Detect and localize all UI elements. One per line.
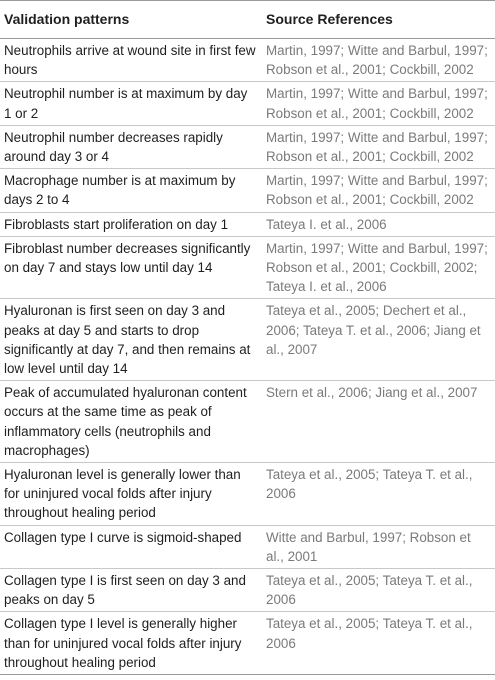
pattern-cell: Fibroblast number decreases significantly on day 7 and stays low until day 14	[0, 236, 262, 299]
table-row	[0, 212, 495, 236]
references-cell: Tateya et al., 2005; Tateya T. et al., 2006	[262, 612, 495, 675]
table-row	[0, 463, 495, 526]
pattern-cell: Neutrophils arrive at wound site in first few hours	[0, 39, 262, 82]
table-header-row	[0, 1, 495, 39]
pattern-cell: Peak of accumulated hyaluronan content occurs at the same time as peak of inflammatory cells (neutrophils and macrophages)	[0, 381, 262, 463]
pattern-cell: Macrophage number is at maximum by days 2 to 4	[0, 169, 262, 212]
table-row	[0, 39, 495, 82]
table-row	[0, 525, 495, 568]
pattern-cell: Collagen type I is first seen on day 3 and peaks on day 5	[0, 569, 262, 612]
table-row	[0, 381, 495, 463]
pattern-cell: Hyaluronan is first seen on day 3 and peaks at day 5 and starts to drop significantly at day 7, and then remains at low level until day 14	[0, 299, 262, 381]
table-row	[0, 612, 495, 675]
references-cell: Martin, 1997; Witte and Barbul, 1997; Robson et al., 2001; Cockbill, 2002	[262, 125, 495, 168]
pattern-cell: Collagen type I level is generally higher than for uninjured vocal folds after injury throughout healing period	[0, 612, 262, 675]
table-row	[0, 236, 495, 299]
table-row	[0, 169, 495, 212]
references-cell: Tateya I. et al., 2006	[262, 212, 495, 236]
references-cell: Tateya et al., 2005; Tateya T. et al., 2006	[262, 463, 495, 526]
table-row	[0, 299, 495, 381]
header-source-references: Source References	[262, 1, 495, 39]
header-validation-patterns: Validation patterns	[0, 1, 262, 39]
pattern-cell: Neutrophil number is at maximum by day 1 or 2	[0, 82, 262, 125]
references-cell: Tateya et al., 2005; Tateya T. et al., 2006	[262, 569, 495, 612]
pattern-cell: Fibroblasts start proliferation on day 1	[0, 212, 262, 236]
pattern-cell: Neutrophil number decreases rapidly around day 3 or 4	[0, 125, 262, 168]
table-row	[0, 125, 495, 168]
pattern-cell: Collagen type I curve is sigmoid-shaped	[0, 525, 262, 568]
references-cell: Tateya et al., 2005; Dechert et al., 2006; Tateya T. et al., 2006; Jiang et al., 2007	[262, 299, 495, 381]
references-cell: Witte and Barbul, 1997; Robson et al., 2001	[262, 525, 495, 568]
references-cell: Stern et al., 2006; Jiang et al., 2007	[262, 381, 495, 463]
references-cell: Martin, 1997; Witte and Barbul, 1997; Robson et al., 2001; Cockbill, 2002	[262, 82, 495, 125]
references-cell: Martin, 1997; Witte and Barbul, 1997; Robson et al., 2001; Cockbill, 2002	[262, 39, 495, 82]
references-cell: Martin, 1997; Witte and Barbul, 1997; Robson et al., 2001; Cockbill, 2002; Tateya I. et al., 2006	[262, 236, 495, 299]
table-row	[0, 82, 495, 125]
table-row	[0, 569, 495, 612]
pattern-cell: Hyaluronan level is generally lower than for uninjured vocal folds after injury throughout healing period	[0, 463, 262, 526]
references-cell: Martin, 1997; Witte and Barbul, 1997; Robson et al., 2001; Cockbill, 2002	[262, 169, 495, 212]
